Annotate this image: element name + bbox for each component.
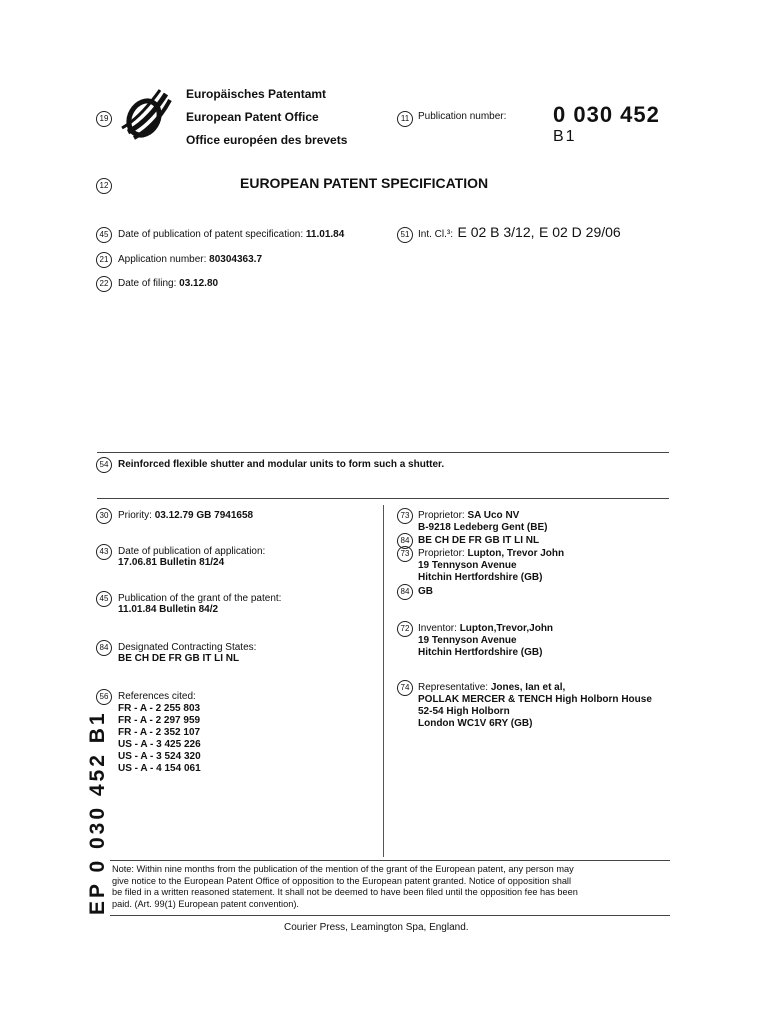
note-line: give notice to the European Patent Office of opposition to the European patent granted. Notice of opposition shall bbox=[112, 875, 572, 886]
filing-date: 03.12.80 bbox=[179, 278, 219, 289]
opposition-note bbox=[112, 864, 578, 910]
proprietor-1-address: B-9218 Ledeberg Gent (BE) bbox=[418, 522, 548, 533]
priority-value: 03.12.79 GB 7941658 bbox=[154, 510, 254, 521]
application-number-label: Application number: bbox=[118, 254, 207, 265]
inventor-address-1: 19 Tennyson Avenue bbox=[418, 635, 517, 646]
invention-title: Reinforced flexible shutter and modular units to form such a shutter. bbox=[118, 459, 445, 470]
publication-number: 0 030 452 bbox=[553, 102, 660, 127]
reference-item: US - A - 4 154 061 bbox=[118, 763, 201, 774]
proprietor-2-address-1: 19 Tennyson Avenue bbox=[418, 560, 517, 571]
publication-date-row bbox=[118, 229, 344, 240]
code-74: 74 bbox=[397, 680, 413, 696]
note-line: paid. (Art. 99(1) European patent convention). bbox=[112, 898, 299, 909]
code-19: 19 bbox=[96, 111, 112, 127]
office-name-de: Europäisches Patentamt bbox=[186, 87, 327, 101]
proprietor-1-states: BE CH DE FR GB IT LI NL bbox=[418, 535, 540, 546]
code-11: 11 bbox=[397, 111, 413, 127]
inventor-name: Lupton,Trevor,John bbox=[459, 623, 554, 634]
inventor-label: Inventor: bbox=[418, 623, 457, 634]
divider-bottom bbox=[110, 915, 670, 916]
representative-name: Jones, Ian et al, bbox=[490, 682, 566, 693]
references-cited bbox=[118, 691, 201, 775]
application-publication bbox=[118, 546, 265, 568]
code-45-grant: 45 bbox=[96, 591, 112, 607]
application-number: 80304363.7 bbox=[209, 254, 263, 265]
reference-item: FR - A - 2 255 803 bbox=[118, 703, 201, 714]
designated-states bbox=[118, 642, 256, 664]
divider-top bbox=[97, 452, 669, 453]
inventor-address-2: Hitchin Hertfordshire (GB) bbox=[418, 647, 543, 658]
code-84: 84 bbox=[96, 640, 112, 656]
reference-item: FR - A - 2 297 959 bbox=[118, 715, 201, 726]
representative-firm: POLLAK MERCER & TENCH High Holborn House bbox=[418, 694, 652, 705]
representative-label: Representative: bbox=[418, 682, 489, 693]
application-publication-value: 17.06.81 Bulletin 81/24 bbox=[118, 557, 225, 568]
proprietor-2-states: GB bbox=[418, 586, 433, 597]
divider-middle bbox=[97, 498, 669, 499]
code-56: 56 bbox=[96, 689, 112, 705]
grant-publication-label: Publication of the grant of the patent: bbox=[118, 593, 282, 604]
office-name-en: European Patent Office bbox=[186, 110, 319, 124]
proprietor-1-name: SA Uco NV bbox=[467, 510, 520, 521]
representative-address-1: 52-54 High Holborn bbox=[418, 706, 510, 717]
grant-publication-value: 11.01.84 Bulletin 84/2 bbox=[118, 604, 219, 615]
application-publication-label: Date of publication of application: bbox=[118, 546, 266, 557]
reference-item: US - A - 3 524 320 bbox=[118, 751, 201, 762]
code-43: 43 bbox=[96, 544, 112, 560]
code-84-a: 84 bbox=[397, 533, 413, 549]
code-45: 45 bbox=[96, 227, 112, 243]
office-name-fr: Office européen des brevets bbox=[186, 133, 348, 147]
int-cl-label: Int. Cl.³: bbox=[418, 229, 454, 240]
priority-row bbox=[118, 510, 253, 521]
publication-date: 11.01.84 bbox=[305, 229, 345, 240]
document-title: EUROPEAN PATENT SPECIFICATION bbox=[240, 175, 489, 191]
designated-states-label: Designated Contracting States: bbox=[118, 642, 257, 653]
code-72: 72 bbox=[397, 621, 413, 637]
code-12: 12 bbox=[96, 178, 112, 194]
printer-credit: Courier Press, Leamington Spa, England. bbox=[284, 922, 469, 933]
reference-item: US - A - 3 425 226 bbox=[118, 739, 201, 750]
code-84-b: 84 bbox=[397, 584, 413, 600]
note-line: Note: Within nine months from the publication of the mention of the grant of the European patent, any person may bbox=[112, 864, 574, 874]
code-21: 21 bbox=[96, 252, 112, 268]
code-22: 22 bbox=[96, 276, 112, 292]
application-number-row bbox=[118, 254, 262, 265]
proprietor-2-address-2: Hitchin Hertfordshire (GB) bbox=[418, 572, 543, 583]
proprietor-2-name: Lupton, Trevor John bbox=[467, 548, 565, 559]
code-73-a: 73 bbox=[397, 508, 413, 524]
proprietor-2 bbox=[418, 548, 564, 584]
code-51: 51 bbox=[397, 227, 413, 243]
proprietor-1 bbox=[418, 510, 547, 534]
grant-publication bbox=[118, 593, 281, 615]
publication-number-label: Publication number: bbox=[418, 111, 507, 122]
publication-date-label: Date of publication of patent specification: bbox=[118, 229, 304, 240]
side-publication-label: EP 0 030 452 B1 bbox=[86, 710, 109, 915]
note-line: be filed in a written reasoned statement. It shall not be deemed to have been filed until the opposition fee has been bbox=[112, 887, 578, 897]
code-54: 54 bbox=[96, 457, 112, 473]
priority-label: Priority: bbox=[118, 510, 152, 521]
int-cl-row bbox=[418, 224, 621, 242]
code-73-b: 73 bbox=[397, 546, 413, 562]
filing-date-row bbox=[118, 278, 218, 289]
inventor bbox=[418, 623, 553, 659]
representative-address-2: London WC1V 6RY (GB) bbox=[418, 718, 533, 729]
divider-note bbox=[110, 860, 670, 861]
reference-item: FR - A - 2 352 107 bbox=[118, 727, 201, 738]
representative bbox=[418, 682, 652, 730]
filing-date-label: Date of filing: bbox=[118, 278, 177, 289]
epo-logo bbox=[118, 82, 178, 148]
proprietor-2-label: Proprietor: bbox=[418, 548, 465, 559]
references-label: References cited: bbox=[118, 691, 196, 702]
designated-states-value: BE CH DE FR GB IT LI NL bbox=[118, 653, 240, 664]
kind-code: B1 bbox=[553, 128, 577, 145]
int-cl-value: E 02 B 3/12, bbox=[457, 224, 535, 240]
int-cl-value-2: E 02 D 29/06 bbox=[538, 224, 621, 240]
proprietor-1-label: Proprietor: bbox=[418, 510, 465, 521]
code-30: 30 bbox=[96, 508, 112, 524]
column-divider bbox=[383, 505, 384, 857]
